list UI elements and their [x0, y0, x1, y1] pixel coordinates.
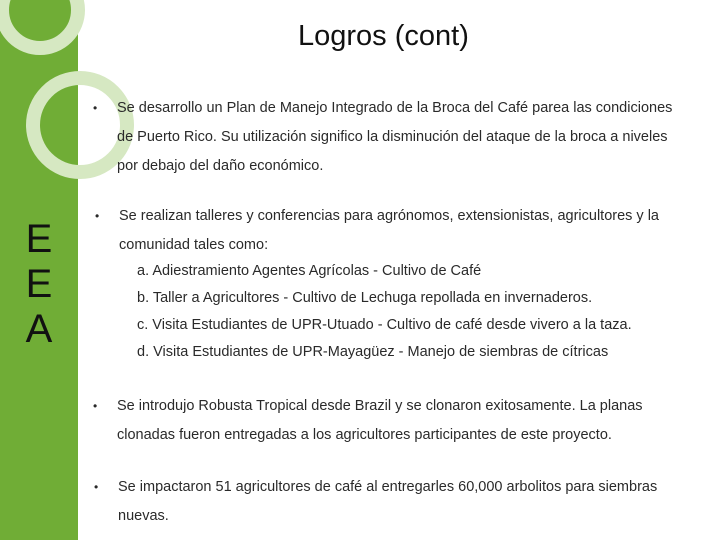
bullet-dot: •	[95, 209, 100, 223]
bullet-dot: •	[93, 101, 98, 115]
side-label	[24, 217, 54, 352]
bullet-item	[95, 202, 684, 260]
bullet-dot: •	[93, 399, 98, 413]
ring-small	[33, 78, 127, 172]
bullet-text: Se introdujo Robusta Tropical desde Brazil y se clonaron exitosamente. La planas clonadas fueron entregadas a los agricultores participantes de este proyecto.	[117, 398, 643, 443]
ring-large	[2, 0, 78, 48]
bullet-item	[93, 94, 677, 181]
slide-title: Logros (cont)	[298, 20, 469, 52]
bullet-dot: •	[94, 480, 99, 494]
sub-item: d. Visita Estudiantes de UPR-Mayagüez - Manejo de siembras de cítricas	[137, 344, 609, 360]
bullet-text: Se desarrollo un Plan de Manejo Integrado de la Broca del Café parea las condiciones de Puerto Rico. Su utilización significo la disminución del ataque de la broca a niveles por debajo del daño económico.	[117, 100, 673, 174]
side-label-letter: E	[25, 262, 53, 306]
bullet-item	[94, 473, 688, 531]
sub-item: a. Adiestramiento Agentes Agrícolas - Cultivo de Café	[137, 263, 482, 279]
bullet-text: Se realizan talleres y conferencias para agrónomos, extensionistas, agricultores y la comunidad tales como:	[119, 208, 659, 253]
sub-item: b. Taller a Agricultores - Cultivo de Lechuga repollada en invernaderos.	[137, 290, 593, 306]
side-label-letter: A	[25, 307, 53, 351]
bullet-text: Se impactaron 51 agricultores de café al entregarles 60,000 arbolitos para siembras nuevas.	[118, 479, 658, 524]
side-label-letter: E	[25, 217, 53, 261]
sub-item: c. Visita Estudiantes de UPR-Utuado - Cultivo de café desde vivero a la taza.	[137, 317, 632, 333]
bullet-item	[93, 392, 667, 450]
